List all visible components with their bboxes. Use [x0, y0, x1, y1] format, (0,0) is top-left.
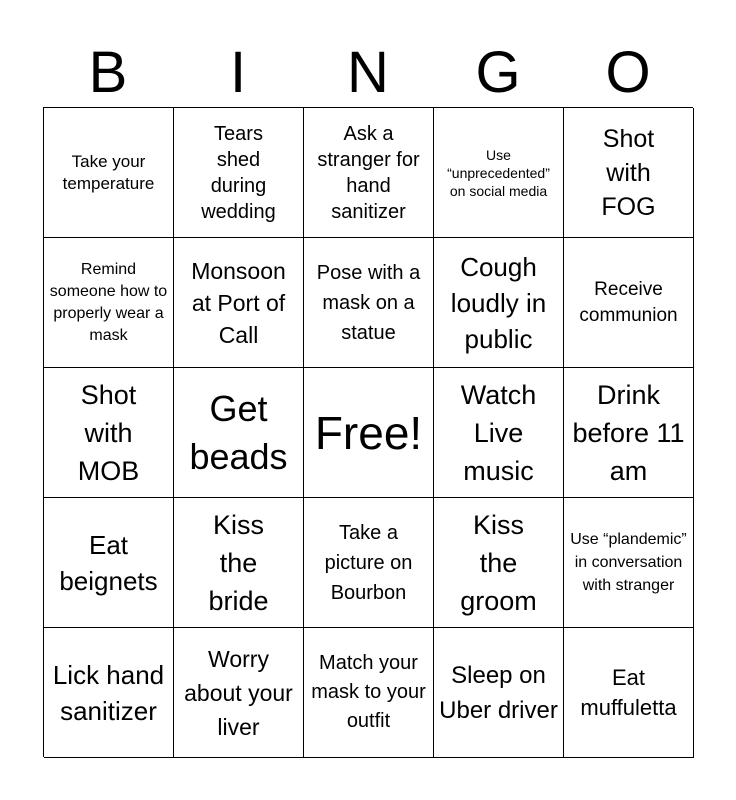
bingo-cell[interactable] — [174, 368, 304, 498]
cell-text: Get beads — [189, 387, 288, 477]
bingo-cell[interactable] — [564, 368, 694, 498]
cell-text: Use “unprecedented” on social media — [447, 146, 550, 199]
header-letter-n: N — [347, 40, 389, 105]
cell-text: Remind someone how to properly wear a mask — [49, 260, 168, 344]
bingo-cell[interactable] — [304, 238, 434, 368]
cell-text: Shot with FOG — [601, 124, 656, 221]
cell-text: Free! — [314, 406, 423, 459]
bingo-card — [43, 107, 693, 757]
cell-text: Eat beignets — [59, 529, 158, 596]
bingo-cell[interactable] — [564, 238, 694, 368]
cell-text: Take a picture on Bourbon — [324, 521, 413, 604]
bingo-cell[interactable] — [434, 498, 564, 628]
bingo-cell[interactable] — [44, 238, 174, 368]
cell-text: Ask a stranger for hand sanitizer — [317, 122, 420, 223]
bingo-cell[interactable] — [44, 498, 174, 628]
cell-text: Sleep on Uber driver — [439, 661, 558, 724]
bingo-cell[interactable] — [174, 108, 304, 238]
bingo-cell[interactable] — [44, 628, 174, 758]
cell-text: Cough loudly in public — [450, 251, 547, 354]
bingo-cell[interactable] — [44, 108, 174, 238]
cell-text: Take your temperature — [62, 151, 155, 193]
header-letter-b: B — [88, 40, 128, 105]
cell-text: Lick hand sanitizer — [52, 659, 165, 726]
cell-text: Kiss the groom — [460, 509, 537, 616]
cell-text: Drink before 11 am — [572, 379, 685, 486]
bingo-cell[interactable] — [434, 628, 564, 758]
cell-text: Eat muffuletta — [580, 664, 677, 720]
cell-text: Kiss the bride — [208, 509, 269, 616]
bingo-cell[interactable] — [434, 238, 564, 368]
bingo-cell[interactable] — [174, 238, 304, 368]
cell-text: Use “plandemic” in conversation with stranger — [570, 531, 687, 594]
cell-text: Shot with MOB — [77, 379, 140, 486]
cell-text: Watch Live music — [460, 379, 537, 486]
bingo-cell[interactable] — [564, 628, 694, 758]
bingo-cell[interactable] — [434, 368, 564, 498]
cell-text: Receive communion — [579, 278, 678, 326]
bingo-cell[interactable] — [174, 498, 304, 628]
bingo-header — [43, 38, 693, 108]
cell-text: Worry about your liver — [184, 645, 293, 740]
bingo-cell[interactable] — [304, 628, 434, 758]
cell-text: Monsoon at Port of Call — [191, 257, 286, 348]
bingo-cell[interactable] — [304, 368, 434, 498]
header-letter-o: O — [605, 40, 651, 105]
header-letter-g: G — [475, 40, 521, 105]
bingo-cell[interactable] — [564, 108, 694, 238]
cell-text: Tears shed during wedding — [201, 122, 276, 223]
bingo-cell[interactable] — [44, 368, 174, 498]
bingo-cell[interactable] — [174, 628, 304, 758]
bingo-cell[interactable] — [304, 108, 434, 238]
bingo-cell[interactable] — [434, 108, 564, 238]
bingo-cell[interactable] — [564, 498, 694, 628]
bingo-cell[interactable] — [304, 498, 434, 628]
cell-text: Pose with a mask on a statue — [316, 261, 421, 344]
header-letter-i: I — [229, 40, 247, 105]
cell-text: Match your mask to your outfit — [311, 652, 426, 732]
